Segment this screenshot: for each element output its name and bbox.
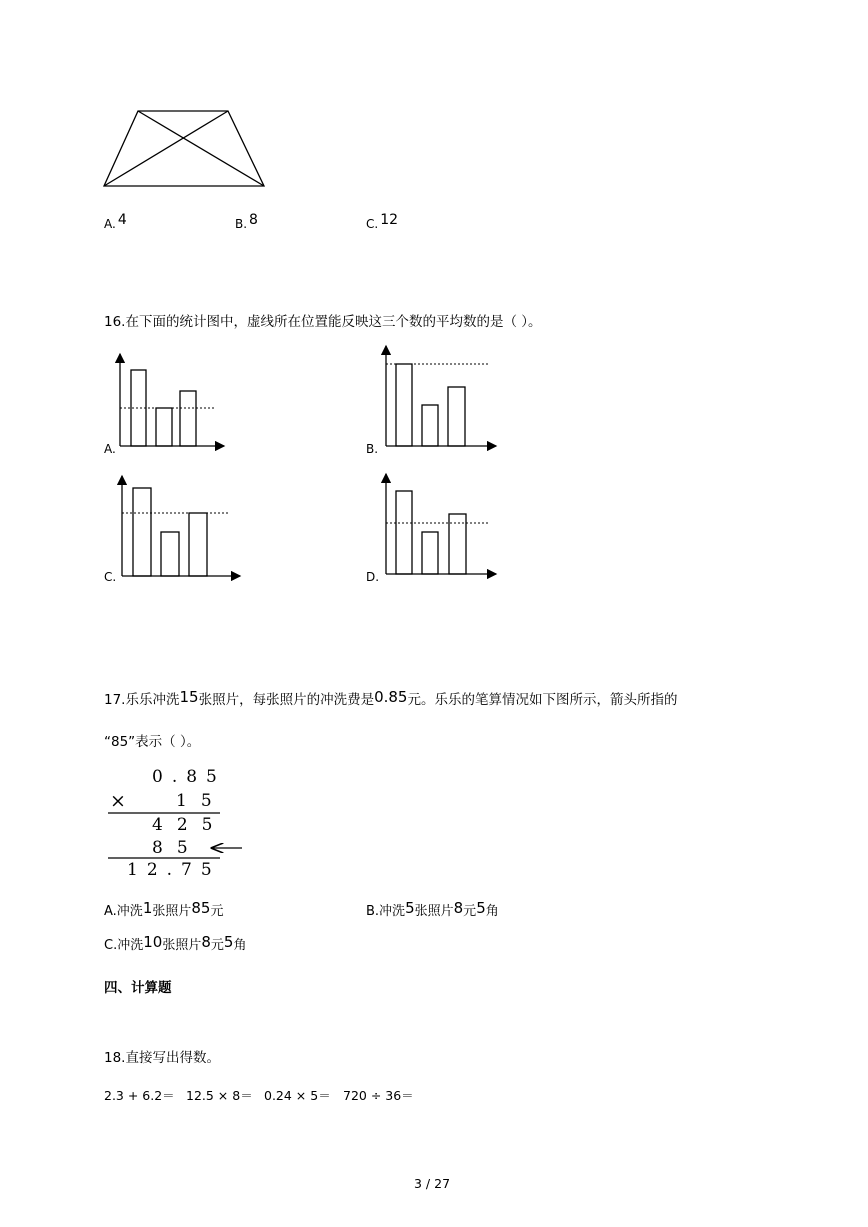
number: 0.85 — [374, 688, 408, 706]
calc-result: 12.75 — [127, 860, 221, 880]
text: 张照片 — [162, 938, 202, 953]
number: 15 — [179, 688, 199, 706]
calc-item: 2.3 + 6.2＝ — [104, 1088, 175, 1103]
text: B.冲洗 — [366, 904, 406, 919]
number: 1 — [142, 899, 153, 917]
calc-item: 12.5 × 8＝ — [186, 1088, 253, 1103]
option-d[interactable]: D. — [366, 570, 380, 584]
option-value: 4 — [117, 212, 127, 228]
calc-row3: 425 — [152, 815, 227, 835]
option-b[interactable] — [366, 900, 499, 919]
calc-item: 720 ÷ 36＝ — [343, 1088, 414, 1103]
option-label: A. — [104, 217, 116, 231]
question-17-line2: “85”表示（ ）。 — [104, 734, 201, 750]
number: 8 — [453, 899, 464, 917]
number: 5 — [476, 899, 486, 917]
section-title: 四、计算题 — [104, 980, 172, 996]
page-number: 3 / 27 — [414, 1176, 451, 1191]
option-a[interactable] — [104, 900, 223, 919]
text: 张照片 — [152, 904, 192, 919]
text: A.冲洗 — [104, 904, 143, 919]
option-value: 8 — [249, 212, 258, 228]
option-a[interactable]: A. — [104, 442, 116, 456]
number: 5 — [223, 933, 234, 951]
text: 角 — [485, 904, 499, 919]
text: 角 — [233, 938, 247, 953]
calc-item: 0.24 × 5＝ — [264, 1088, 331, 1103]
number: 5 — [405, 899, 415, 917]
times-sign: × — [110, 790, 126, 812]
question-18: 18.直接写出得数。 — [104, 1050, 220, 1066]
text: 元。乐乐的笔算情况如下图所示，箭头所指的 — [407, 692, 678, 708]
option-b[interactable]: B. — [366, 442, 379, 456]
text: 元 — [210, 938, 224, 953]
option-label: C. — [366, 217, 379, 231]
option-label: B. — [235, 217, 248, 231]
text: 17.乐乐冲洗 — [104, 692, 180, 708]
option-value: 12 — [380, 212, 399, 228]
number: 85 — [191, 899, 211, 917]
number: 8 — [201, 933, 211, 951]
calc-row1: 0.85 — [152, 767, 226, 787]
option-c[interactable]: C. — [104, 570, 117, 584]
text: 元 — [463, 904, 477, 919]
number: 10 — [143, 933, 163, 951]
option-c[interactable] — [104, 934, 246, 953]
calc-row4: 85 — [152, 838, 202, 858]
calc-row2: 15 — [176, 791, 226, 811]
text: C.冲洗 — [104, 938, 144, 953]
text: 张照片 — [414, 904, 454, 919]
text: 元 — [210, 904, 224, 919]
text: 张照片，每张照片的冲洗费是 — [198, 692, 375, 708]
question-16: 16.在下面的统计图中，虚线所在位置能反映这三个数的平均数的是（ ）。 — [104, 314, 542, 330]
